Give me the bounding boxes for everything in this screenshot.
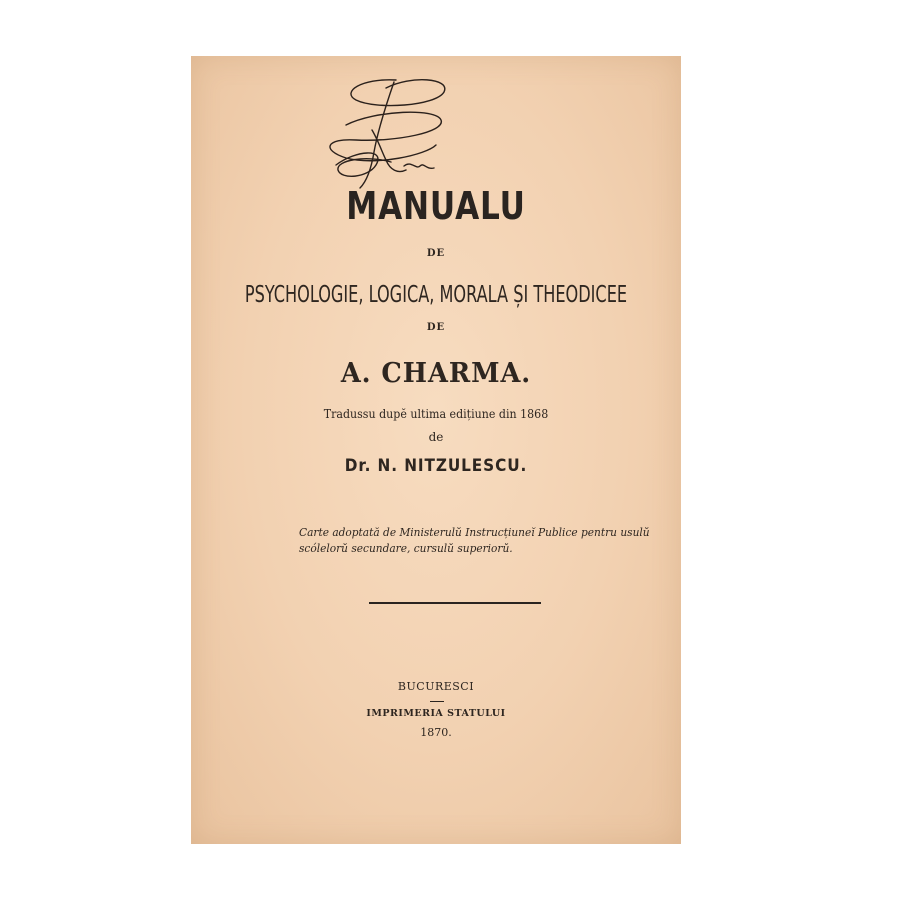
connector-de-2: DE (426, 322, 446, 333)
translation-note: Tradussu dupĕ ultima edițiune din 1868 (323, 407, 549, 421)
main-title: MANUALU (346, 184, 526, 228)
connector-de-1: DE (426, 248, 446, 259)
imprint-year: 1870. (420, 726, 452, 739)
connector-de-3: de (428, 430, 444, 444)
handwritten-signature (316, 70, 456, 200)
adoption-note (299, 524, 650, 556)
imprint-divider (430, 701, 444, 702)
adoption-line-2: scólelorŭ secundare, cursulŭ superiorŭ. (299, 541, 513, 555)
book-title-page (191, 56, 681, 844)
subject-title: PSYCHOLOGIE, LOGICA, MORALA ȘI THEODICEE (244, 282, 628, 308)
translator-name: Dr. N. NITZULESCU. (344, 456, 528, 476)
imprint-city: BUCURESCI (397, 680, 475, 693)
imprint-printer: IMPRIMERIA STATULUI (366, 708, 506, 719)
author-name: A. CHARMA. (340, 358, 532, 389)
horizontal-rule (369, 602, 541, 604)
adoption-line-1: Carte adoptată de Ministerulŭ Instrucțiuneĭ Publice pentru usulŭ (299, 525, 650, 539)
